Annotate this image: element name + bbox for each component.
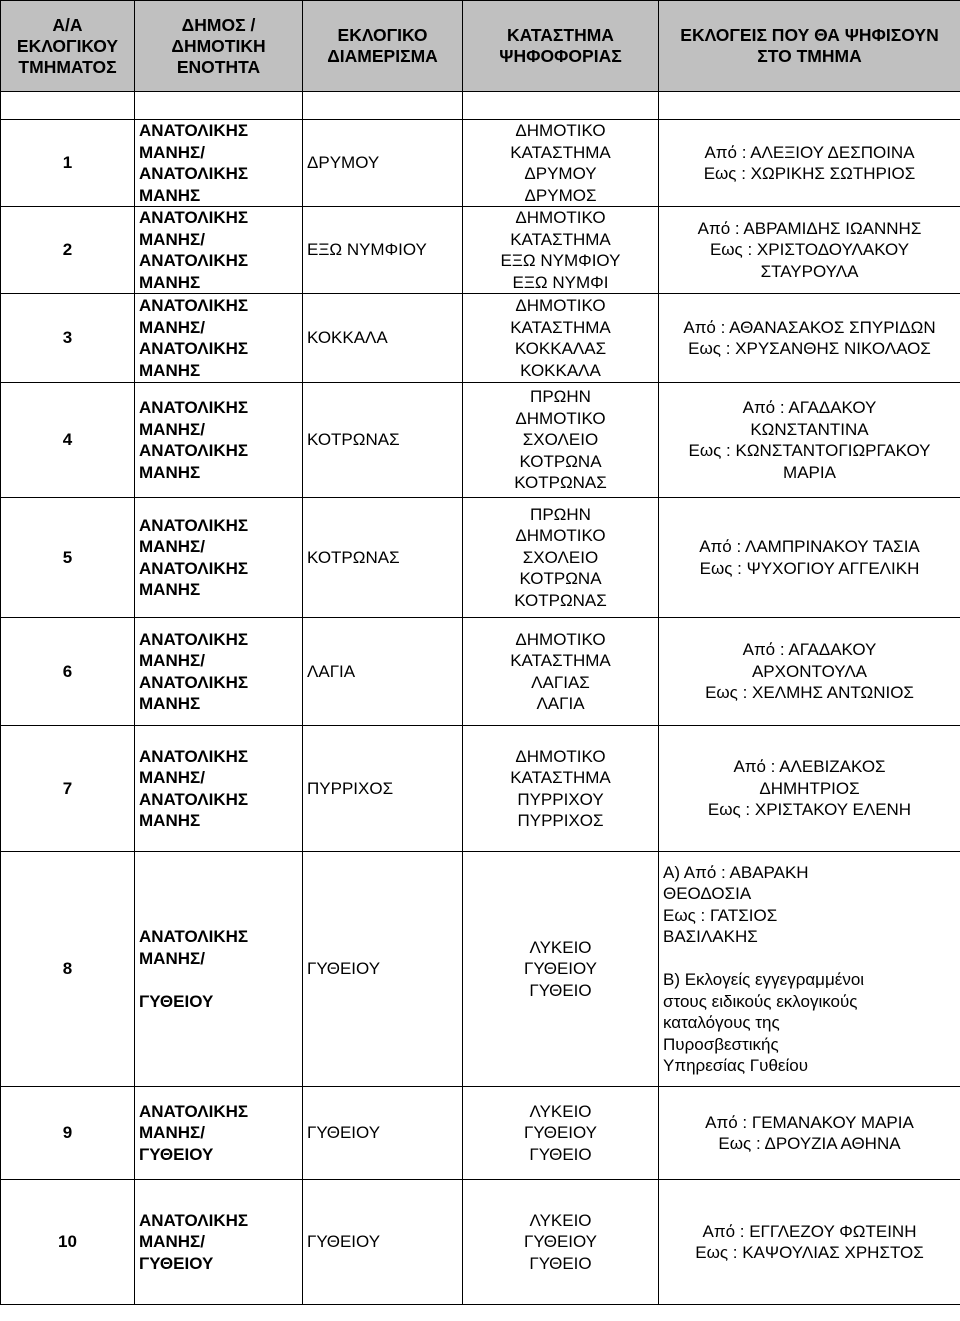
voters-cell: Από : ΑΛΕΒΙΖΑΚΟΣ ΔΗΜΗΤΡΙΟΣ Εως : ΧΡΙΣΤΑΚΟΥ ΕΛΕΝΗ (659, 726, 960, 852)
district-cell: ΓΥΘΕΙΟΥ (303, 1087, 463, 1180)
section-number: 4 (1, 383, 135, 498)
voters-cell: Από : ΓΕΜΑΝΑΚΟΥ ΜΑΡΙΑ Εως : ΔΡΟΥΖΙΑ ΑΘΗΝΑ (659, 1087, 960, 1180)
voters-cell: Από : ΑΘΑΝΑΣΑΚΟΣ ΣΠΥΡΙΔΩΝ Εως : ΧΡΥΣΑΝΘΗΣ ΝΙΚΟΛΑΟΣ (659, 294, 960, 383)
district-cell: ΚΟΚΚΑΛΑ (303, 294, 463, 383)
station-cell: ΛΥΚΕΙΟ ΓΥΘΕΙΟΥ ΓΥΘΕΙΟ (463, 1087, 659, 1180)
district-cell: ΠΥΡΡΙΧΟΣ (303, 726, 463, 852)
municipality-cell: ΑΝΑΤΟΛΙΚΗΣ ΜΑΝΗΣ/ ΑΝΑΤΟΛΙΚΗΣ ΜΑΝΗΣ (135, 120, 303, 207)
district-cell: ΚΟΤΡΩΝΑΣ (303, 498, 463, 618)
table-row (1, 120, 960, 207)
header-voters: ΕΚΛΟΓΕΙΣ ΠΟΥ ΘΑ ΨΗΦΙΣΟΥΝ ΣΤΟ ΤΜΗΜΑ (659, 1, 960, 92)
station-cell: ΔΗΜΟΤΙΚΟ ΚΑΤΑΣΤΗΜΑ ΔΡΥΜΟΥ ΔΡΥΜΟΣ (463, 120, 659, 207)
header-row (1, 1, 960, 92)
district-cell: ΕΞΩ ΝΥΜΦΙΟΥ (303, 207, 463, 294)
voters-cell: Από : ΑΓΑΔΑΚΟΥ ΚΩΝΣΤΑΝΤΙΝΑ Εως : ΚΩΝΣΤΑΝΤΟΓΙΩΡΓΑΚΟΥ ΜΑΡΙΑ (659, 383, 960, 498)
station-cell: ΠΡΩΗΝ ΔΗΜΟΤΙΚΟ ΣΧΟΛΕΙΟ ΚΟΤΡΩΝΑ ΚΟΤΡΩΝΑΣ (463, 383, 659, 498)
district-cell: ΓΥΘΕΙΟΥ (303, 1180, 463, 1305)
section-number: 2 (1, 207, 135, 294)
voters-cell: Από : ΑΓΑΔΑΚΟΥ ΑΡΧΟΝΤΟΥΛΑ Εως : ΧΕΛΜΗΣ ΑΝΤΩΝΙΟΣ (659, 618, 960, 726)
voters-cell: Από : ΑΛΕΞΙΟΥ ΔΕΣΠΟΙΝΑ Εως : ΧΩΡΙΚΗΣ ΣΩΤΗΡΙΟΣ (659, 120, 960, 207)
section-number: 1 (1, 120, 135, 207)
municipality-cell: ΑΝΑΤΟΛΙΚΗΣ ΜΑΝΗΣ/ ΑΝΑΤΟΛΙΚΗΣ ΜΑΝΗΣ (135, 207, 303, 294)
voters-cell: Α) Από : ΑΒΑΡΑΚΗ ΘΕΟΔΟΣΙΑ Εως : ΓΑΤΣΙΟΣ ΒΑΣΙΛΑΚΗΣ Β) Εκλογείς εγγεγραμμένοι στους ειδικούς εκλογικούς καταλόγους της Πυροσβεστικής Υπηρεσίας Γυθείου (659, 852, 960, 1087)
header-polling-station: ΚΑΤΑΣΤΗΜΑ ΨΗΦΟΦΟΡΙΑΣ (463, 1, 659, 92)
voters-cell: Από : ΛΑΜΠΡΙΝΑΚΟΥ ΤΑΣΙΑ Εως : ΨΥΧΟΓΙΟΥ ΑΓΓΕΛΙΚΗ (659, 498, 960, 618)
station-cell: ΔΗΜΟΤΙΚΟ ΚΑΤΑΣΤΗΜΑ ΛΑΓΙΑΣ ΛΑΓΙΑ (463, 618, 659, 726)
header-electoral-district: ΕΚΛΟΓΙΚΟ ΔΙΑΜΕΡΙΣΜΑ (303, 1, 463, 92)
table-row (1, 383, 960, 498)
voters-cell: Από : ΕΓΓΛΕΖΟΥ ΦΩΤΕΙΝΗ Εως : ΚΑΨΟΥΛΙΑΣ ΧΡΗΣΤΟΣ (659, 1180, 960, 1305)
section-number: 5 (1, 498, 135, 618)
district-cell: ΔΡΥΜΟΥ (303, 120, 463, 207)
table-row (1, 1180, 960, 1305)
municipality-cell: ΑΝΑΤΟΛΙΚΗΣ ΜΑΝΗΣ/ ΓΥΘΕΙΟΥ (135, 1180, 303, 1305)
section-number: 6 (1, 618, 135, 726)
municipality-cell: ΑΝΑΤΟΛΙΚΗΣ ΜΑΝΗΣ/ ΑΝΑΤΟΛΙΚΗΣ ΜΑΝΗΣ (135, 383, 303, 498)
section-number: 7 (1, 726, 135, 852)
voters-cell: Από : ΑΒΡΑΜΙΔΗΣ ΙΩΑΝΝΗΣ Εως : ΧΡΙΣΤΟΔΟΥΛΑΚΟΥ ΣΤΑΥΡΟΥΛΑ (659, 207, 960, 294)
station-cell: ΔΗΜΟΤΙΚΟ ΚΑΤΑΣΤΗΜΑ ΠΥΡΡΙΧΟΥ ΠΥΡΡΙΧΟΣ (463, 726, 659, 852)
municipality-cell: ΑΝΑΤΟΛΙΚΗΣ ΜΑΝΗΣ/ ΑΝΑΤΟΛΙΚΗΣ ΜΑΝΗΣ (135, 294, 303, 383)
header-spacer (1, 92, 960, 120)
table-row (1, 618, 960, 726)
municipality-cell: ΑΝΑΤΟΛΙΚΗΣ ΜΑΝΗΣ/ ΑΝΑΤΟΛΙΚΗΣ ΜΑΝΗΣ (135, 618, 303, 726)
table-row (1, 207, 960, 294)
station-cell: ΠΡΩΗΝ ΔΗΜΟΤΙΚΟ ΣΧΟΛΕΙΟ ΚΟΤΡΩΝΑ ΚΟΤΡΩΝΑΣ (463, 498, 659, 618)
table-row (1, 498, 960, 618)
municipality-cell: ΑΝΑΤΟΛΙΚΗΣ ΜΑΝΗΣ/ ΑΝΑΤΟΛΙΚΗΣ ΜΑΝΗΣ (135, 726, 303, 852)
station-cell: ΔΗΜΟΤΙΚΟ ΚΑΤΑΣΤΗΜΑ ΚΟΚΚΑΛΑΣ ΚΟΚΚΑΛΑ (463, 294, 659, 383)
district-cell: ΚΟΤΡΩΝΑΣ (303, 383, 463, 498)
municipality-cell: ΑΝΑΤΟΛΙΚΗΣ ΜΑΝΗΣ/ ΓΥΘΕΙΟΥ (135, 1087, 303, 1180)
header-municipality: ΔΗΜΟΣ / ΔΗΜΟΤΙΚΗ ΕΝΟΤΗΤΑ (135, 1, 303, 92)
district-cell: ΛΑΓΙΑ (303, 618, 463, 726)
section-number: 8 (1, 852, 135, 1087)
section-number: 10 (1, 1180, 135, 1305)
municipality-cell: ΑΝΑΤΟΛΙΚΗΣ ΜΑΝΗΣ/ ΑΝΑΤΟΛΙΚΗΣ ΜΑΝΗΣ (135, 498, 303, 618)
section-number: 9 (1, 1087, 135, 1180)
station-cell: ΔΗΜΟΤΙΚΟ ΚΑΤΑΣΤΗΜΑ ΕΞΩ ΝΥΜΦΙΟΥ ΕΞΩ ΝΥΜΦΙ (463, 207, 659, 294)
section-number: 3 (1, 294, 135, 383)
table-row (1, 726, 960, 852)
municipality-cell: ΑΝΑΤΟΛΙΚΗΣ ΜΑΝΗΣ/ ΓΥΘΕΙΟΥ (135, 852, 303, 1087)
table-row (1, 294, 960, 383)
table-row (1, 852, 960, 1087)
table-row (1, 1087, 960, 1180)
district-cell: ΓΥΘΕΙΟΥ (303, 852, 463, 1087)
station-cell: ΛΥΚΕΙΟ ΓΥΘΕΙΟΥ ΓΥΘΕΙΟ (463, 1180, 659, 1305)
station-cell: ΛΥΚΕΙΟ ΓΥΘΕΙΟΥ ΓΥΘΕΙΟ (463, 852, 659, 1087)
header-section-number: Α/Α ΕΚΛΟΓΙΚΟΥ ΤΜΗΜΑΤΟΣ (1, 1, 135, 92)
